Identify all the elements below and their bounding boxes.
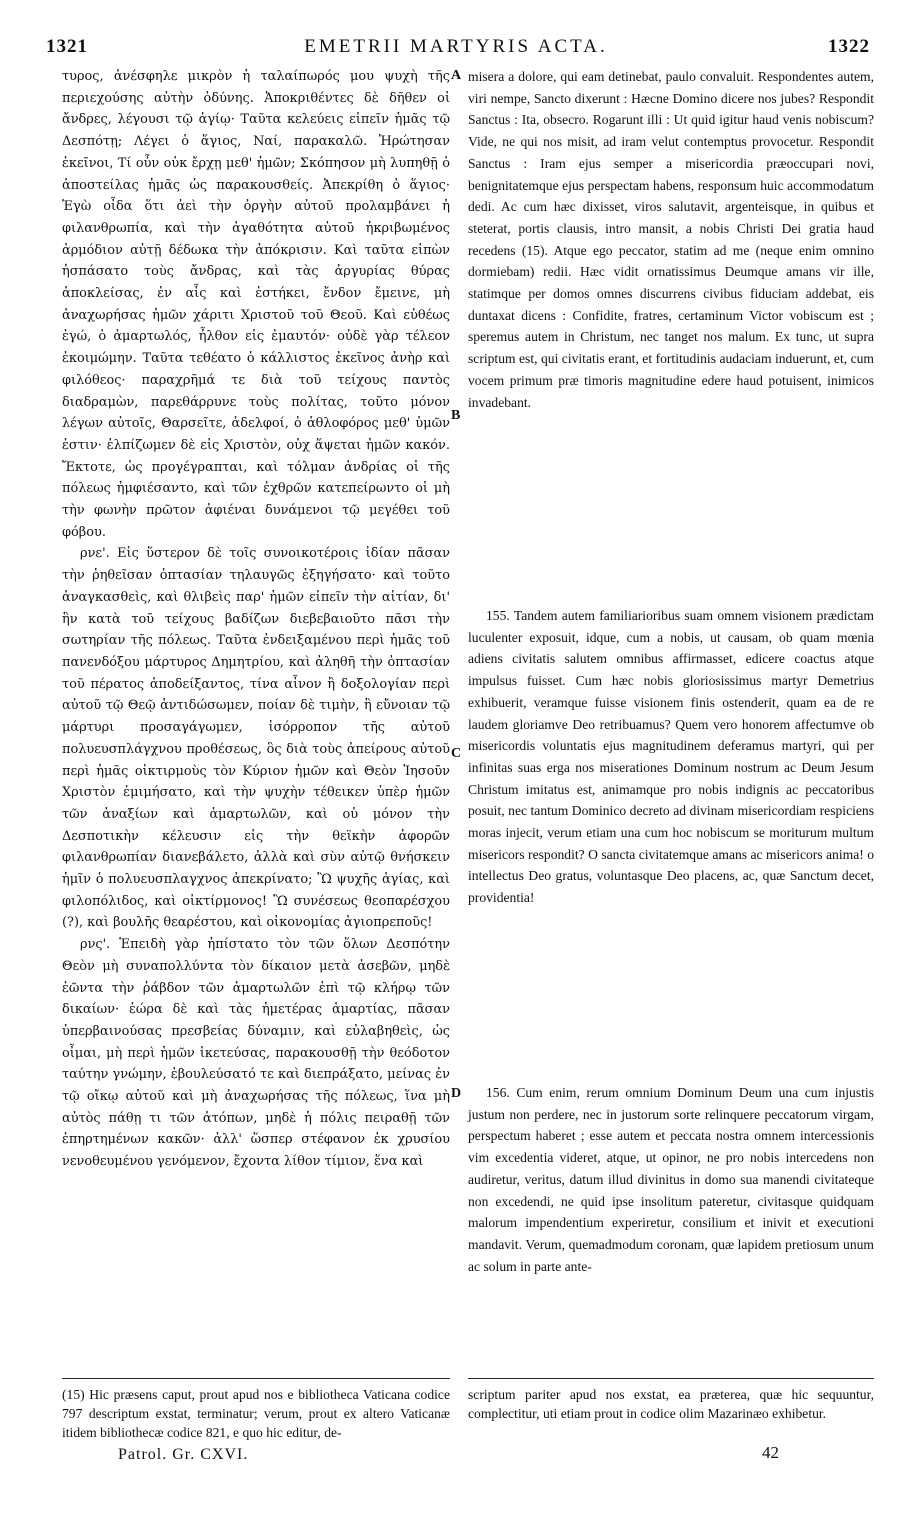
greek-paragraph-156: ρνς'. Ἐπειδὴ γὰρ ἠπίστατο τὸν τῶν ὅλων Δεσπότην Θεὸν μὴ συναπολλύντα τὸν δίκαιον μετὰ ἀσεβῶν, μηδὲ ἐῶντα τὴν ῥάβδον τῶν ἁμαρτωλῶν ἐπὶ τῷ κλήρῳ τῶν δικαίων· ἑώρα δὲ καὶ τὰς ἡμετέρας ἁμαρτίας, πᾶσαν ὑπερβαινούσας πρεσβείας δύναμιν, καὶ εὐλαβηθεὶς, ὡς οἶμαι, μὴ περὶ ἡμῶν ἱκετεύσας, παρακουσθῇ τὴν θεόδοτον ταύτην γνώμην, ἐβουλεύσατό τε καὶ διεπράξατο, μείνας ἐν τῷ οἴκῳ αὐτοῦ καὶ μὴ ἀναχωρήσας τῆς πόλεως, ἵνα μὴ αὐτὸς πάθῃ τι τῶν ἀτόπων, μηδὲ ἡ πόλις πειραθῇ τῶν ἐπηρτημένων κακῶν· ἀλλ' ὥσπερ στέφανον ἐκ χρυσίου νενοθευμένου γενόμενον, ἔχοντα λίθον τίμιον, ἕνα καὶ xyxy=(62,937,450,1170)
latin-paragraph-1 xyxy=(468,66,874,413)
margin-letter-d: D xyxy=(451,1086,462,1101)
column-number-right: 1322 xyxy=(828,36,870,57)
footnote-right: scriptum pariter apud nos exstat, ea præterea, quæ hic sequuntur, complectitur, uti etiam prout in codice olim Mazarinæo exhibetur. xyxy=(468,1387,874,1421)
footnote-rule-left xyxy=(62,1378,450,1379)
series-signature: Patrol. Gr. CXVI. xyxy=(118,1446,249,1463)
margin-letter-a: A xyxy=(451,68,462,83)
margin-letter-c: C xyxy=(451,746,462,761)
latin-text-1: misera a dolore, qui eam detinebat, paulo convaluit. Respondentes autem, viri nempe, Sancto dixerunt : Hæcne Domino dicere nos jubes? Respondit Sanctus : Ita, obsecro. Rogarunt illi : Ut quid igitur haud venis nobiscum? Vide, ne qui nos misit, ad iram velut contemptus provocetur. Respondit Sanctus : Iram ejus semper a misericordia præoccupari novi, benignitatemque ejus perspectam habens, responsum huic accommodatum dedi. Ac cum hæc dixisset, viros salutavit, argenteisque, in quibus et steterat, portis clausis, intro mansit, a nobis Christi Dei gratia haud recedens (15). Atque ego peccator, statim ad me (neque enim omnino dormiebam) redii. Hæc vidit ornatissimus Deumque amans vir ille, statimque per domos omnes discurrens civibus fiduciam addebat, eis duntaxat dicens : Confidite, fratres, certaminum Victor vobiscum est ; speremus autem in Christum, nec tanget nos malum. Ex tunc, ut supra scriptum est, qui civitatis erant, et fortitudinis audaciam induerunt, et, cum vocem primum præ timoris magnitudine edere haud potuisent, inimicos invadebant. xyxy=(468,69,874,410)
latin-text-156: 156. Cum enim, rerum omnium Dominum Deum una cum injustis justum non perdere, nec in justorum sorte relinquere peccatorum virgam, perspectum haberet ; esse autem et peccata nostra omnem intercessionis vim excedentia videret, atque, ut opinor, ne pro nobis intercedens non audiretur, veritus, datum illud divinitus in domo sua manendi civitateque non excedendi, ne quid ipse insolitum pateretur, civitasque quidquam malorum impendentium experiretur, consilium et inivit et executioni mandavit. Verum, quemadmodum coronam, quæ lapidem pretiosum unum ac solum in parte ante- xyxy=(468,1085,874,1274)
greek-column xyxy=(62,66,450,1173)
greek-paragraph-155: ρνε'. Εἰς ὕστερον δὲ τοῖς συνοικοτέροις ἰδίαν πᾶσαν τὴν ῥηθεῖσαν ὀπτασίαν τηλαυγῶς ἐξηγήσατο· καὶ τοῦτο ἀναγκασθεὶς, καὶ θλιβεὶς παρ' ἡμῶν εἰπεῖν τὴν αἰτίαν, δι' ἣν κατὰ τοῦ τείχους βαδίζων διεβεβαιοῦτο πᾶσι τὴν σωτηρίαν τῆς πόλεως. Ταῦτα ἐνδειξαμένου περὶ ἡμᾶς τοῦ πανενδόξου μάρτυρος Δημητρίου, καὶ ἀληθῆ τὴν ὀπτασίαν τοῦ πέρατος ἀποδείξαντος, τίνα αἶνον ἢ δοξολογίαν περὶ αὐτοῦ τῷ Θεῷ ἀντιδώσωμεν, ποίαν δὲ τιμὴν, ἢ εὔνοιαν τῷ μάρτυρι προσαγάγωμεν, ἰσόρροπον τῆς αὐτοῦ πολυευσπλάγχνου προθέσεως, ὃς διὰ τοὺς ἀπείρους αὐτοῦ περὶ ἡμᾶς οἰκτιρμοὺς τὸν Κύριον ἡμῶν καὶ Θεὸν Ἰησοῦν Χριστὸν ἐμιμήσατο, καὶ τὴν ψυχὴν τέθεικεν ὑπὲρ ἡμῶν τῶν ἀναξίων καὶ ἁμαρτωλῶν, καὶ οὐ μόνον τὴν Δεσποτικὴν κέλευσιν εἰς τὴν θεϊκὴν ἀφορῶν φιλανθρωπίαν διανεβάλετο, ἀλλὰ καὶ σὺν αὐτῷ θνήσκειν ἡμῖν ὁ πολυευσπλαγχνος ἀπεκρίνατο; Ὢ ψυχῆς ἁγίας, καὶ φιλοπόλιδος, καὶ οἰκτίρμονος! Ὢ συνέσεως θεοπαρέσχου (?), καὶ βουλῆς θεαρέστου, καὶ οἰκονομίας ἁγιοπρεποῦς! xyxy=(62,546,450,931)
latin-paragraph-155 xyxy=(468,605,874,909)
footnote-left: (15) Hic præsens caput, prout apud nos e bibliotheca Vaticana codice 797 descriptum exstat, terminatur; verum, prout ex altero Vaticanæ itidem bibliothecæ codice 821, e quo hic editur, de- xyxy=(62,1387,450,1440)
latin-text-155: 155. Tandem autem familiarioribus suam omnem visionem prædictam luculenter exposuit, idque, cum a nobis, ut causam, ob quam mœnia adiens civitatis salutem omnibus affirmasset, edicere coactus atque impulsus fuisset. Cum hæc nobis gloriosissimus martyr Demetrius exhibuerit, veramque fuisse visionem finis ostenderit, quam ea de re laudem gloriamve Deo retribuamus? Quem vero honorem affectumve ob misericordis voluntatis ejus magnitudinem deferamus martyri, qui per infinitas suas erga nos miserationes Dominum nostrum ac Deum Jesum Christum imitatus est, animamque pro nobis indignis ac peccatoribus posuit, nec tantum Dominico decreto ad divinam misericordiam respiciens moras injecit, verum etiam una cum hoc nobiscum se moriturum multum misericors respondit? O sancta civitatemque amans ac misericors anima! o intellectus Deo gratus, voluntasque Deo placens, ac, quæ Sanctum decet, providentia! xyxy=(468,608,874,906)
running-title: EMETRII MARTYRIS ACTA. xyxy=(304,36,608,57)
margin-letter-b: B xyxy=(451,408,461,423)
latin-paragraph-156 xyxy=(468,1082,874,1277)
column-number-left: 1321 xyxy=(46,36,88,57)
signature-number: 42 xyxy=(762,1443,779,1462)
footnote-rule-right xyxy=(468,1378,874,1379)
greek-paragraph-1: τυρος, ἀνέσφηλε μικρὸν ἡ ταλαίπωρός μου ψυχὴ τῆς περιεχούσης αὐτὴν ὀδύνης. Ἀποκριθέντες δὲ δῆθεν οἱ ἄνδρες, λέγουσι τῷ ἁγίῳ· Ταῦτα κελεύεις εἰπεῖν ἡμᾶς τῷ Δεσπότῃ; Λέγει ὁ ἅγιος, Ναί, παρακαλῶ. Ἠρώτησαν ἐκεῖνοι, Τί οὖν οὐκ ἔρχῃ μεθ' ἡμῶν; Σκόπησον μὴ λυπηθῇ ὁ ἀποστείλας ἡμᾶς ὡς παρακουσθείς. Ἀπεκρίθη ὁ ἅγιος· Ἐγὼ οἶδα ὅτι ἀεὶ τὴν ὀργὴν αὐτοῦ προλαμβάνει ἡ φιλανθρωπία, καὶ τὴν ἀγαθότητα αὐτοῦ ἠκριβωμένος ἁρμόδιον αὐτῇ δέδωκα τὴν ἀπόκρισιν. Καὶ ταῦτα εἰπὼν ἠσπάσατο τοὺς ἄνδρας, καὶ τὰς ἀργυρίας θύρας ἀποκλείσας, ἐν αἷς καὶ ἑστήκει, ἔνδον ἔμεινε, μὴ ἀναχωρήσας ἡμῶν χάριτι Χριστοῦ τοῦ Θεοῦ. Καὶ εὐθέως ἐγώ, ὁ ἁμαρτωλός, ἦλθον εἰς ἐμαυτόν· οὐδὲ γὰρ τέλεον ἐκοιμώμην. Ταῦτα τεθέατο ὁ κάλλιστος ἐκεῖνος ἀνὴρ καὶ φιλόθεος· παραχρῆμά τε διὰ τοῦ τείχους παντὸς διαδραμὼν, παρεθάρρυνε τοὺς πολίτας, τοῦτο μόνον λέγων αὐτοῖς, Θαρσεῖτε, ἀδελφοί, ὁ ἀθλοφόρος μεθ' ὑμῶν ἐστιν· ἐλπίζωμεν δὲ εἰς Χριστὸν, οὐχ ἅψεται ἡμῶν κακόν. Ἔκτοτε, ὡς προγέγραπται, καὶ τόλμαν ἀνδρίας οἱ τῆς πόλεως ἠμφιέσαντο, καὶ τῶν ἐχθρῶν κατεπείρωντο οἱ μὴ τὴν φωνὴν πρῶτον ἀφιέναι δυνάμενοι τῷ μεγέθει τοῦ φόβου. xyxy=(62,69,450,540)
